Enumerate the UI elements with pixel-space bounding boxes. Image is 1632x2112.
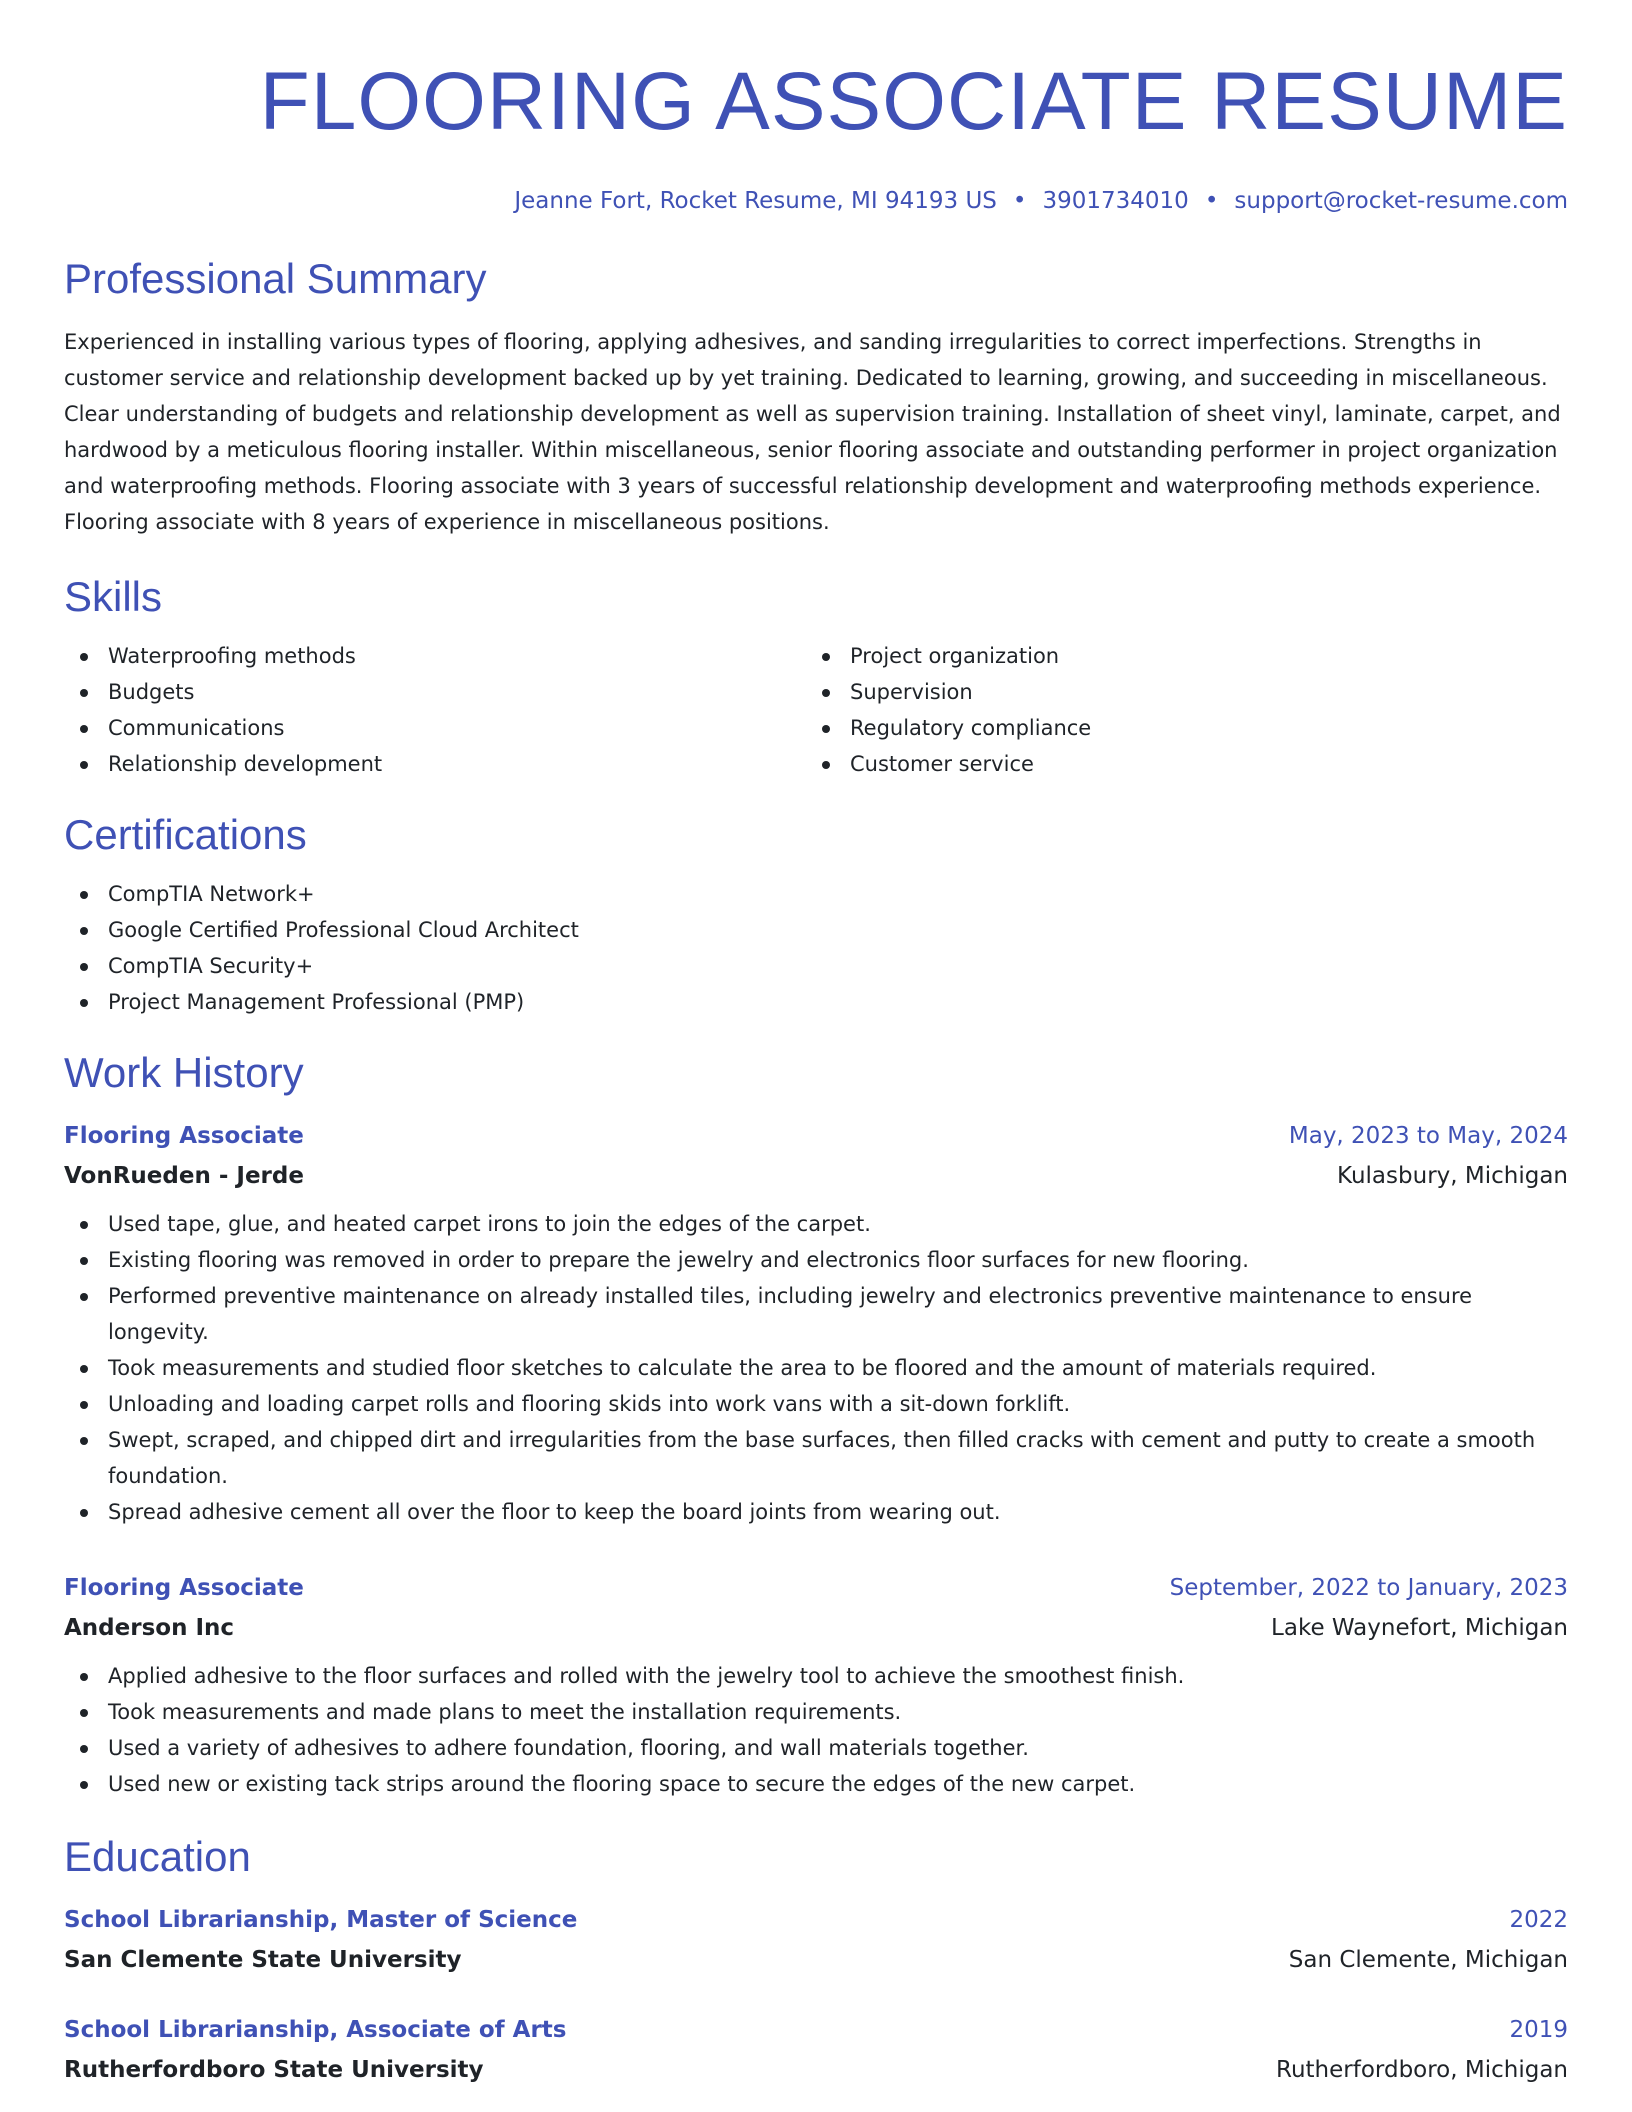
skill-item: Waterproofing methods — [64, 638, 806, 674]
skill-item: Budgets — [64, 674, 806, 710]
education-school: San Clemente State University — [64, 1947, 462, 1973]
job-location: Lake Waynefort, Michigan — [1271, 1615, 1568, 1641]
education-location: Rutherfordboro, Michigan — [1276, 2057, 1568, 2083]
skill-item: Project organization — [806, 638, 1548, 674]
resume-title: FLOORING ASSOCIATE RESUME — [259, 56, 1568, 147]
section-heading: Education — [64, 1833, 251, 1880]
job-duty: Swept, scraped, and chipped dirt and irregularities from the base surfaces, then filled cracks with cement and putty to create a smooth foundation. — [64, 1422, 1568, 1494]
job-dates: September, 2022 to January, 2023 — [1169, 1575, 1568, 1601]
skills-list-left — [64, 638, 806, 782]
resume-page — [64, 52, 1568, 2090]
job-entry — [64, 1116, 1568, 1530]
job-duty: Performed preventive maintenance on already installed tiles, including jewelry and electronics preventive maintenance to ensure longevity. — [64, 1278, 1568, 1350]
education-degree: School Librarianship, Associate of Arts — [64, 2017, 567, 2043]
contact-line — [64, 186, 1568, 216]
education-year: 2022 — [1509, 1907, 1568, 1933]
job-header-row — [64, 1116, 1568, 1156]
education-school-row — [64, 1940, 1568, 1980]
certification-item: CompTIA Security+ — [64, 948, 1568, 984]
job-duty: Used tape, glue, and heated carpet irons to join the edges of the carpet. — [64, 1206, 1568, 1242]
job-entry — [64, 1568, 1568, 1802]
certification-item: CompTIA Network+ — [64, 876, 1568, 912]
education-entry — [64, 2010, 1568, 2090]
certifications-section — [64, 810, 1568, 1020]
job-duty: Unloading and loading carpet rolls and flooring skids into work vans with a sit-down forklift. — [64, 1386, 1568, 1422]
professional-summary-section — [64, 254, 1568, 540]
contact-separator: • — [1204, 188, 1219, 214]
section-heading: Skills — [64, 573, 163, 620]
job-role: Flooring Associate — [64, 1123, 304, 1149]
job-duty: Spread adhesive cement all over the floor to keep the board joints from wearing out. — [64, 1494, 1568, 1530]
skill-item: Relationship development — [64, 746, 806, 782]
job-header-row — [64, 1568, 1568, 1608]
education-school-row — [64, 2050, 1568, 2090]
job-company-row — [64, 1608, 1568, 1648]
section-heading: Work History — [64, 1049, 304, 1096]
education-degree: School Librarianship, Master of Science — [64, 1907, 578, 1933]
skill-item: Communications — [64, 710, 806, 746]
education-school: Rutherfordboro State University — [64, 2057, 484, 2083]
education-section — [64, 1832, 1568, 2090]
contact-address: Jeanne Fort, Rocket Resume, MI 94193 US — [514, 188, 997, 214]
summary-text: Experienced in installing various types of flooring, applying adhesives, and sanding irregularities to correct imperfections. Strengths in customer service and relationship development backed up by yet training. Dedicated to learning, growing, and succeeding in miscellaneous. Clear understanding of budgets and relationship development as well as supervision training. Installation of sheet vinyl, laminate, carpet, and hardwood by a meticulous flooring installer. Within miscellaneous, senior flooring associate and outstanding performer in project organization and waterproofing methods. Flooring associate with 3 years of successful relationship development and waterproofing methods experience. Flooring associate with 8 years of experience in miscellaneous positions. — [64, 330, 1561, 534]
job-role: Flooring Associate — [64, 1575, 304, 1601]
job-dates: May, 2023 to May, 2024 — [1288, 1123, 1568, 1149]
work-history-section — [64, 1048, 1568, 1802]
skills-list-right — [806, 638, 1548, 782]
education-header-row — [64, 1900, 1568, 1940]
education-header-row — [64, 2010, 1568, 2050]
section-heading: Professional Summary — [64, 255, 487, 302]
education-entry — [64, 1900, 1568, 1980]
contact-separator: • — [1012, 188, 1027, 214]
job-company: VonRueden - Jerde — [64, 1163, 304, 1189]
job-duties-list — [64, 1206, 1568, 1530]
contact-email: support@rocket-resume.com — [1234, 188, 1568, 214]
skill-item: Supervision — [806, 674, 1548, 710]
section-heading: Certifications — [64, 811, 307, 858]
job-duties-list — [64, 1658, 1568, 1802]
job-duty: Existing flooring was removed in order to prepare the jewelry and electronics floor surfaces for new flooring. — [64, 1242, 1568, 1278]
job-duty: Took measurements and studied floor sketches to calculate the area to be floored and the amount of materials required. — [64, 1350, 1568, 1386]
skills-grid — [64, 638, 1568, 782]
skills-section — [64, 572, 1568, 782]
job-duty: Used new or existing tack strips around the flooring space to secure the edges of the new carpet. — [64, 1766, 1568, 1802]
job-location: Kulasbury, Michigan — [1337, 1163, 1568, 1189]
education-year: 2019 — [1509, 2017, 1568, 2043]
skill-item: Customer service — [806, 746, 1548, 782]
job-duty: Applied adhesive to the floor surfaces and rolled with the jewelry tool to achieve the smoothest finish. — [64, 1658, 1568, 1694]
job-duty: Used a variety of adhesives to adhere foundation, flooring, and wall materials together. — [64, 1730, 1568, 1766]
skill-item: Regulatory compliance — [806, 710, 1548, 746]
certification-item: Google Certified Professional Cloud Architect — [64, 912, 1568, 948]
contact-phone: 3901734010 — [1042, 188, 1189, 214]
education-location: San Clemente, Michigan — [1288, 1947, 1568, 1973]
certifications-list — [64, 876, 1568, 1020]
certification-item: Project Management Professional (PMP) — [64, 984, 1568, 1020]
job-company-row — [64, 1156, 1568, 1196]
job-company: Anderson Inc — [64, 1615, 235, 1641]
job-duty: Took measurements and made plans to meet the installation requirements. — [64, 1694, 1568, 1730]
